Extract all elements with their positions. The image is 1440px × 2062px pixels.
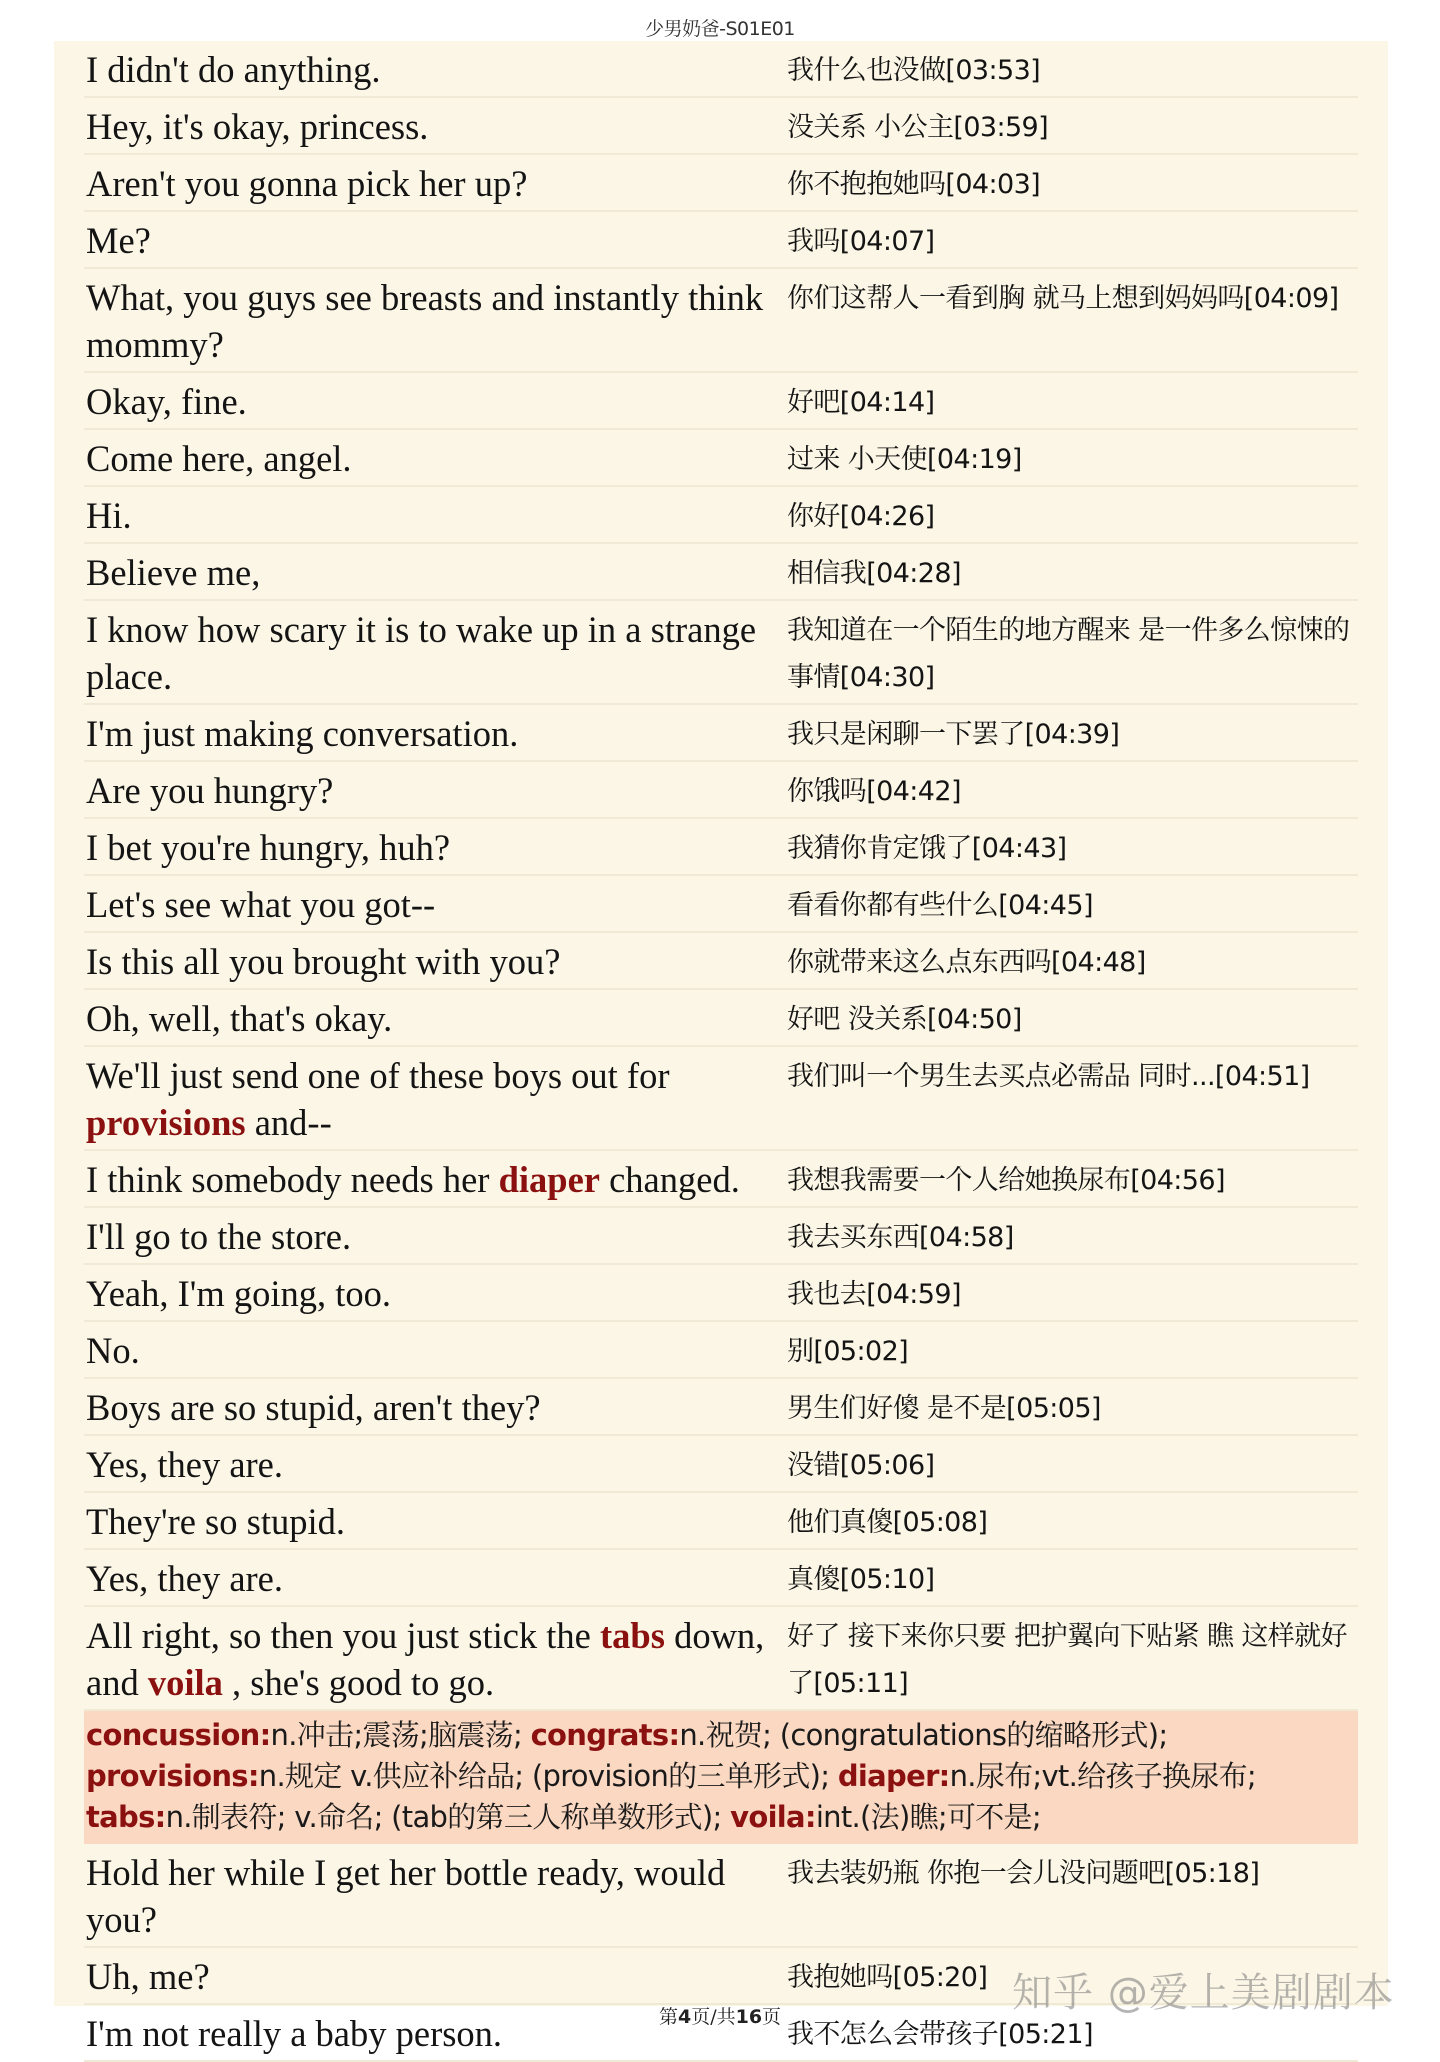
transcript-row xyxy=(84,212,1358,269)
english-line: Uh, me? xyxy=(86,1956,210,1997)
chinese-translation: 好了 接下来你只要 把护翼向下贴紧 瞧 这样就好了[05:11] xyxy=(787,1621,1347,1699)
chinese-translation: 我不怎么会带孩子[05:21] xyxy=(787,2019,1093,2050)
transcript-row xyxy=(84,1436,1358,1493)
transcript-row xyxy=(84,1379,1358,1436)
english-line: Believe me, xyxy=(86,552,261,593)
current-page-number: 4 xyxy=(677,2006,692,2028)
english-line: Hi. xyxy=(86,495,132,536)
english-line: Boys are so stupid, aren't they? xyxy=(86,1387,541,1428)
chinese-translation: 别[05:02] xyxy=(787,1336,909,1367)
transcript-row xyxy=(84,430,1358,487)
english-line: Come here, angel. xyxy=(86,438,352,479)
english-line: Yes, they are. xyxy=(86,1558,284,1599)
chinese-translation: 我只是闲聊一下罢了[04:39] xyxy=(787,719,1120,750)
english-text: , she's good to go. xyxy=(222,1662,495,1703)
transcript-row xyxy=(84,990,1358,1047)
vocab-definition: n.尿布;vt.给孩子换尿布; xyxy=(949,1759,1256,1793)
english-line xyxy=(84,1607,781,1709)
chinese-translation: 你饿吗[04:42] xyxy=(787,776,961,807)
transcript-row xyxy=(84,487,1358,544)
vocab-definition: n.制表符; v.命名; (tab的第三人称单数形式); xyxy=(165,1800,731,1834)
english-line: Yeah, I'm going, too. xyxy=(86,1273,392,1314)
transcript-part-1 xyxy=(84,41,1358,1711)
english-text: down, and xyxy=(86,1615,765,1703)
transcript-row xyxy=(84,1151,1358,1208)
chinese-translation: 好吧[04:14] xyxy=(787,387,935,418)
chinese-translation: 他们真傻[05:08] xyxy=(787,1507,988,1538)
transcript-row xyxy=(84,1322,1358,1379)
english-text: and-- xyxy=(245,1102,332,1143)
english-line: No. xyxy=(86,1330,140,1371)
english-line: Me? xyxy=(86,220,151,261)
english-line: Hold her while I get her bottle ready, would you? xyxy=(86,1852,726,1940)
english-line: Hey, it's okay, princess. xyxy=(86,106,429,147)
transcript-row xyxy=(84,933,1358,990)
chinese-translation: 我知道在一个陌生的地方醒来 是一件多么惊悚的事情[04:30] xyxy=(787,615,1350,693)
english-line: Let's see what you got-- xyxy=(86,884,436,925)
chinese-translation: 好吧 没关系[04:50] xyxy=(787,1004,1022,1035)
chinese-translation: 我猜你肯定饿了[04:43] xyxy=(787,833,1067,864)
english-text: I think somebody needs her xyxy=(86,1159,499,1200)
english-line: Okay, fine. xyxy=(86,381,247,422)
chinese-translation: 看看你都有些什么[04:45] xyxy=(787,890,1093,921)
chinese-translation: 男生们好傻 是不是[05:05] xyxy=(787,1393,1101,1424)
highlighted-vocab-word: provisions xyxy=(86,1102,246,1143)
chinese-translation: 没错[05:06] xyxy=(787,1450,935,1481)
english-line xyxy=(84,1047,781,1149)
transcript-row xyxy=(84,601,1358,705)
transcript-part-2 xyxy=(84,1844,1358,2062)
english-line: Oh, well, that's okay. xyxy=(86,998,393,1039)
english-line: I didn't do anything. xyxy=(86,49,381,90)
chinese-translation: 相信我[04:28] xyxy=(787,558,961,589)
transcript-row xyxy=(84,1844,1358,1948)
footer-suffix: 页 xyxy=(762,2006,782,2028)
english-line: I'm not really a baby person. xyxy=(86,2013,503,2054)
english-line: Are you hungry? xyxy=(86,770,334,811)
document-header: 少男奶爸-S01E01 xyxy=(645,18,795,40)
vocab-definition: n.冲击;震荡;脑震荡; xyxy=(270,1718,531,1752)
english-line: I'm just making conversation. xyxy=(86,713,519,754)
transcript-row xyxy=(84,762,1358,819)
english-line: I bet you're hungry, huh? xyxy=(86,827,451,868)
english-text: All right, so then you just stick the xyxy=(86,1615,601,1656)
footer-prefix: 第 xyxy=(658,2006,678,2028)
vocabulary-box xyxy=(84,1711,1358,1844)
chinese-translation: 你不抱抱她吗[04:03] xyxy=(787,169,1041,200)
english-line: Yes, they are. xyxy=(86,1444,284,1485)
vocab-definition: n.祝贺; (congratulations的缩略形式); xyxy=(679,1718,1168,1752)
transcript-row xyxy=(84,1047,1358,1151)
transcript-row xyxy=(84,876,1358,933)
chinese-translation: 我也去[04:59] xyxy=(787,1279,961,1310)
english-line xyxy=(84,1151,781,1206)
chinese-translation: 我什么也没做[03:53] xyxy=(787,55,1041,86)
transcript-row xyxy=(84,1208,1358,1265)
english-line: Is this all you brought with you? xyxy=(86,941,561,982)
highlighted-vocab-word: diaper xyxy=(498,1159,600,1200)
english-line: Aren't you gonna pick her up? xyxy=(86,163,528,204)
chinese-translation: 我想我需要一个人给她换尿布[04:56] xyxy=(787,1165,1225,1196)
transcript-rows xyxy=(84,41,1358,2062)
chinese-translation: 没关系 小公主[03:59] xyxy=(787,112,1049,143)
transcript-row xyxy=(84,1493,1358,1550)
highlighted-vocab-word: tabs xyxy=(600,1615,665,1656)
chinese-translation: 你好[04:26] xyxy=(787,501,935,532)
transcript-row xyxy=(84,1550,1358,1607)
vocab-definition: n.规定 v.供应补给品; (provision的三单形式); xyxy=(258,1759,838,1793)
highlighted-vocab-word: voila xyxy=(147,1662,223,1703)
vocab-term: concussion: xyxy=(86,1718,271,1752)
transcript-row xyxy=(84,269,1358,373)
footer-middle: 页/共 xyxy=(691,2006,736,2028)
vocab-term: diaper: xyxy=(837,1759,950,1793)
chinese-translation: 我吗[04:07] xyxy=(787,226,935,257)
transcript-row xyxy=(84,155,1358,212)
transcript-row xyxy=(84,544,1358,601)
chinese-translation: 真傻[05:10] xyxy=(787,1564,935,1595)
english-text: changed. xyxy=(599,1159,740,1200)
transcript-row xyxy=(84,1607,1358,1711)
chinese-translation: 我去买东西[04:58] xyxy=(787,1222,1014,1253)
transcript-row xyxy=(84,705,1358,762)
chinese-translation: 我们叫一个男生去买点必需品 同时...[04:51] xyxy=(787,1061,1310,1092)
transcript-row xyxy=(84,819,1358,876)
chinese-translation: 你们这帮人一看到胸 就马上想到妈妈吗[04:09] xyxy=(787,283,1339,314)
vocab-term: congrats: xyxy=(530,1718,680,1752)
english-line: What, you guys see breasts and instantly think mommy? xyxy=(86,277,764,365)
chinese-translation: 你就带来这么点东西吗[04:48] xyxy=(787,947,1146,978)
transcript-row xyxy=(84,373,1358,430)
english-line: They're so stupid. xyxy=(86,1501,345,1542)
english-line: I'll go to the store. xyxy=(86,1216,352,1257)
vocab-term: tabs: xyxy=(86,1800,166,1834)
vocab-definition: int.(法)瞧;可不是; xyxy=(815,1800,1041,1834)
transcript-row xyxy=(84,1265,1358,1322)
chinese-translation: 我去装奶瓶 你抱一会儿没问题吧[05:18] xyxy=(787,1858,1260,1889)
transcript-row xyxy=(84,98,1358,155)
vocab-term: voila: xyxy=(730,1800,816,1834)
vocab-term: provisions: xyxy=(86,1759,259,1793)
zhihu-watermark: 知乎 @爱上美剧剧本 xyxy=(1012,1970,1395,2016)
english-text: We'll just send one of these boys out for xyxy=(86,1055,670,1096)
english-line: I know how scary it is to wake up in a strange place. xyxy=(86,609,757,697)
chinese-translation: 我抱她吗[05:20] xyxy=(787,1962,988,1993)
total-page-number: 16 xyxy=(735,2006,763,2028)
transcript-row xyxy=(84,41,1358,98)
chinese-translation: 过来 小天使[04:19] xyxy=(787,444,1022,475)
